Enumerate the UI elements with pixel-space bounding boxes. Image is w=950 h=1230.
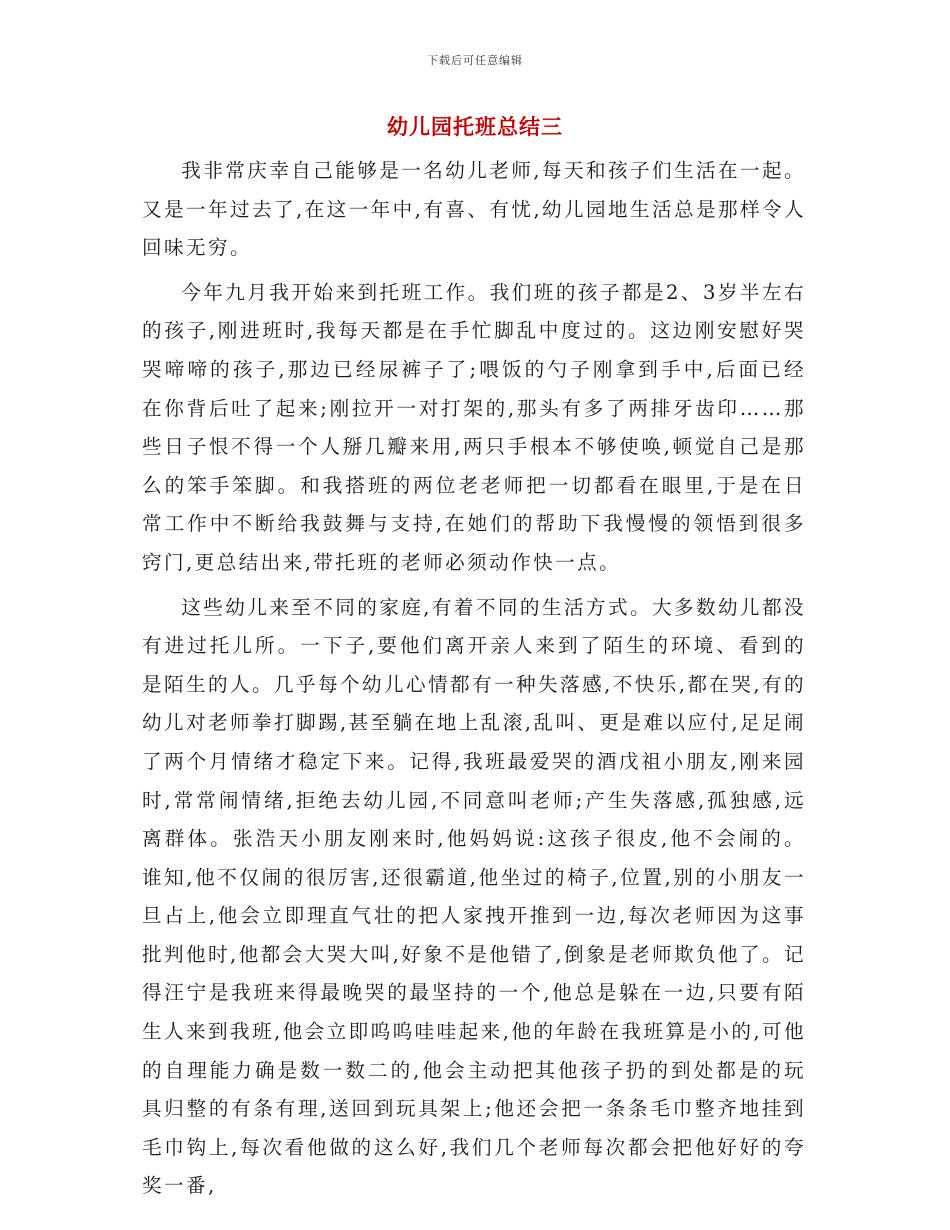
document-body — [142, 152, 806, 1212]
paragraph-1: 我非常庆幸自己能够是一名幼儿老师,每天和孩子们生活在一起。又是一年过去了,在这一年中,有喜、有忧,幼儿园地生活总是那样令人回味无穷。 — [142, 159, 806, 260]
page-header-note: 下载后可任意编辑 — [427, 54, 523, 67]
document-title: 幼儿园托班总结三 — [387, 114, 563, 139]
paragraph-3: 这些幼儿来至不同的家庭,有着不同的生活方式。大多数幼儿都没有进过托儿所。一下子,要他们离开亲人来到了陌生的环境、看到的是陌生的人。几乎每个幼儿心情都有一种失落感,不快乐,都在哭,有的幼儿对老师拳打脚踢,甚至躺在地上乱滚,乱叫、更是难以应付,足足闹了两个月情绪才稳定下来。记得,我班最爱哭的酒戊祖小朋友,刚来园时,常常闹情绪,拒绝去幼儿园,不同意叫老师;产生失落感,孤独感,远离群体。张浩天小朋友刚来时,他妈妈说:这孩子很皮,他不会闹的。谁知,他不仅闹的很厉害,还很霸道,他坐过的椅子,位置,别的小朋友一旦占上,他会立即理直气壮的把人家拽开推到一边,每次老师因为这事批判他时,他都会大哭大叫,好象不是他错了,倒象是老师欺负他了。记得汪宁是我班来得最晚哭的最坚持的一个,他总是躲在一边,只要有陌生人来到我班,他会立即呜呜哇哇起来,他的年龄在我班算是小的,可他的自理能力确是数一数二的,他会主动把其他孩子扔的到处都是的玩具归整的有条有理,送回到玩具架上;他还会把一条条毛巾整齐地挂到毛巾钩上,每次看他做的这么好,我们几个老师每次都会把他好好的夸奖一番, — [142, 595, 806, 1198]
paragraph-2: 今年九月我开始来到托班工作。我们班的孩子都是2、3岁半左右的孩子,刚进班时,我每天都是在手忙脚乱中度过的。这边刚安慰好哭哭啼啼的孩子,那边已经尿裤子了;喂饭的勺子刚拿到手中,后面已经在你背后吐了起来;刚拉开一对打架的,那头有多了两排牙齿印……那些日子恨不得一个人掰几瓣来用,两只手根本不够使唤,顿觉自己是那么的笨手笨脚。和我搭班的两位老老师把一切都看在眼里,于是在日常工作中不断给我鼓舞与支持,在她们的帮助下我慢慢的领悟到很多窍门,更总结出来,带托班的老师必须动作快一点。 — [142, 280, 806, 574]
